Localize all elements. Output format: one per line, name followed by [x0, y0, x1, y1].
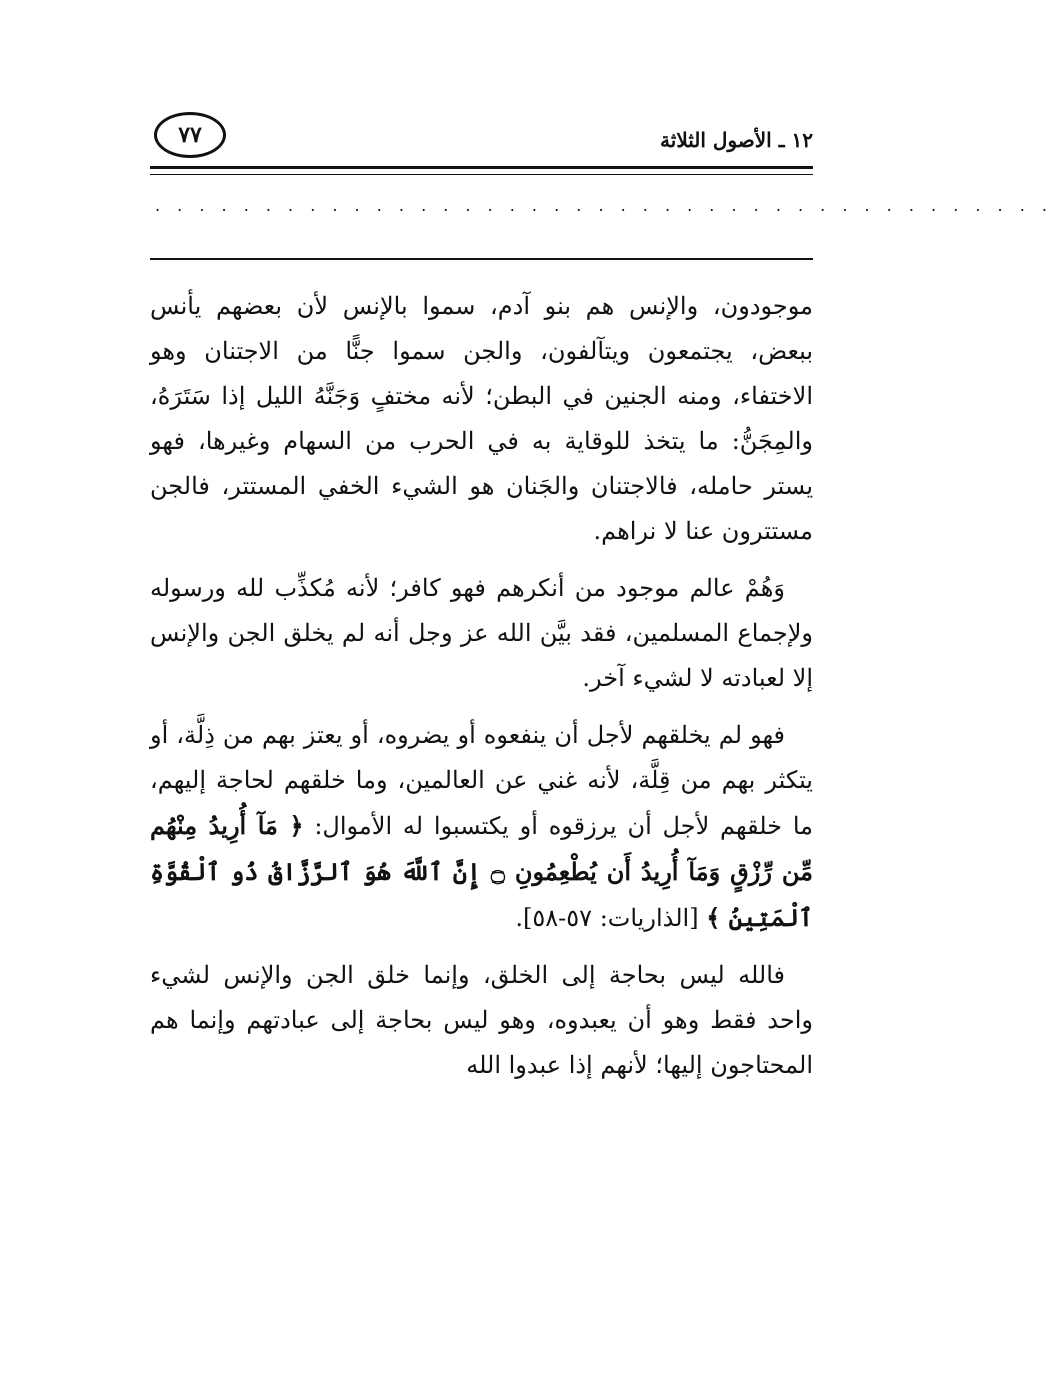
header-rule-thin [150, 174, 813, 175]
dotted-separator: . . . . . . . . . . . . . . . . . . . . . . . . . . . . . . . . . . . . . . . . . [155, 196, 1053, 215]
paragraph-3 [150, 713, 813, 941]
paragraph-3-text: فهو لم يخلقهم لأجل أن ينفعوه أو يضروه، أو يعتز بهم من ذِلَّة، أو يتكثر بهم من قِلَّة، لأنه غني عن العالمين، وما خلقهم لحاجة إليهم، ما خلقهم لأجل أن يرزقوه أو يكتسبوا له الأموال: [150, 721, 813, 840]
running-title: ١٢ ـ الأصول الثلاثة [660, 128, 813, 152]
quran-verse: ﴿ مَآ أُرِيدُ مِنْهُم مِّن رِّزْقٍ وَمَآ أُرِيدُ أَن يُطْعِمُونِ ۝ إِنَّ ٱللَّهَ هُوَ ٱلرَّزَّاقُ ذُو ٱلْقُوَّةِ ٱلْمَتِينُ ﴾ [150, 811, 813, 932]
verse-citation: [الذاريات: ٥٧-٥٨]. [515, 904, 699, 932]
paragraph-1: موجودون، والإنس هم بنو آدم، سموا بالإنس لأن بعضهم يأنس ببعض، يجتمعون ويتآلفون، والجن سموا جنًّا من الاجتنان وهو الاختفاء، ومنه الجنين في البطن؛ لأنه مختفٍ وَجَنَّهُ الليل إذا سَتَرَهُ، والمِجَنُّ: ما يتخذ للوقاية به في الحرب من السهام وغيرها، فهو يستر حامله، فالاجتنان والجَنان هو الشيء الخفي المستتر، فالجن مستترون عنا لا نراهم. [150, 292, 813, 545]
page-header [150, 108, 813, 168]
paragraph-2: وَهُمْ عالم موجود من أنكرهم فهو كافر؛ لأنه مُكذِّب لله ورسوله ولإجماع المسلمين، فقد بيَّن الله عز وجل أنه لم يخلق الجن والإنس إلا لعبادته لا لشيء آخر. [150, 574, 813, 692]
header-rule-thick [150, 166, 813, 169]
body-text [150, 284, 813, 1100]
section-rule [150, 258, 813, 260]
paragraph-4: فالله ليس بحاجة إلى الخلق، وإنما خلق الجن والإنس لشيء واحد فقط وهو أن يعبدوه، وهو ليس بحاجة إلى عبادتهم وإنما هم المحتاجون إليها؛ لأنهم إذا عبدوا الله [150, 961, 813, 1079]
page-number: ٧٧ [154, 112, 226, 158]
